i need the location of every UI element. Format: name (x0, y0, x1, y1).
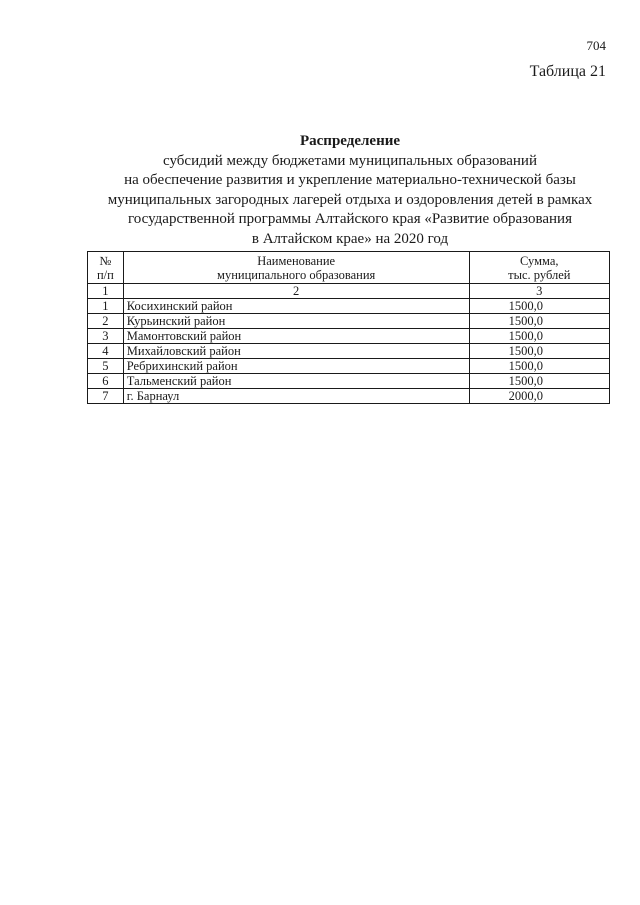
row-name: Мамонтовский район (123, 329, 469, 344)
heading-title: Распределение (299, 133, 401, 149)
header-name (123, 252, 469, 284)
heading-line: на обеспечение развития и укрепление материально-технической базы (124, 172, 576, 188)
header-num (88, 252, 124, 284)
table-row (88, 344, 610, 359)
row-sum: 1500,0 (469, 374, 609, 389)
header-sum-line: Сумма, (520, 253, 559, 268)
table-row (88, 299, 610, 314)
row-num: 5 (88, 359, 124, 374)
header-num-line: № (99, 253, 112, 268)
row-num: 3 (88, 329, 124, 344)
row-name: Косихинский район (123, 299, 469, 314)
header-sum (469, 252, 609, 284)
row-num: 6 (88, 374, 124, 389)
row-sum: 1500,0 (469, 299, 609, 314)
table-row (88, 314, 610, 329)
column-number-row (88, 284, 610, 299)
row-num: 7 (88, 389, 124, 404)
table-label: Таблица 21 (529, 63, 606, 80)
table-row (88, 374, 610, 389)
table-header-row (88, 252, 610, 284)
header-num-line: п/п (96, 267, 114, 282)
document-heading (0, 132, 640, 249)
heading-line: муниципальных загородных лагерей отдыха и оздоровления детей в рамках (107, 191, 593, 208)
header-name-line: муниципального образования (217, 267, 376, 282)
row-name: г. Барнаул (123, 389, 469, 404)
row-name: Курьинский район (123, 314, 469, 329)
row-sum: 1500,0 (469, 329, 609, 344)
row-num: 1 (88, 299, 124, 314)
row-sum: 1500,0 (469, 314, 609, 329)
row-name: Тальменский район (123, 374, 469, 389)
row-sum: 1500,0 (469, 344, 609, 359)
header-sum-line: тыс. рублей (508, 267, 571, 282)
table-row (88, 389, 610, 404)
row-sum: 2000,0 (469, 389, 609, 404)
allocation-table (87, 251, 610, 404)
column-number: 2 (123, 284, 469, 299)
header-name-line: Наименование (257, 253, 336, 268)
page-number: 704 (586, 38, 606, 53)
row-name: Ребрихинский район (123, 359, 469, 374)
heading-line: субсидий между бюджетами муниципальных образований (163, 152, 537, 169)
heading-line: государственной программы Алтайского края «Развитие образования (127, 211, 572, 227)
column-number: 1 (88, 284, 124, 299)
table-row (88, 329, 610, 344)
heading-line: в Алтайском крае» на 2020 год (251, 230, 449, 247)
column-number: 3 (469, 284, 609, 299)
row-name: Михайловский район (123, 344, 469, 359)
row-sum: 1500,0 (469, 359, 609, 374)
row-num: 4 (88, 344, 124, 359)
table-row (88, 359, 610, 374)
row-num: 2 (88, 314, 124, 329)
